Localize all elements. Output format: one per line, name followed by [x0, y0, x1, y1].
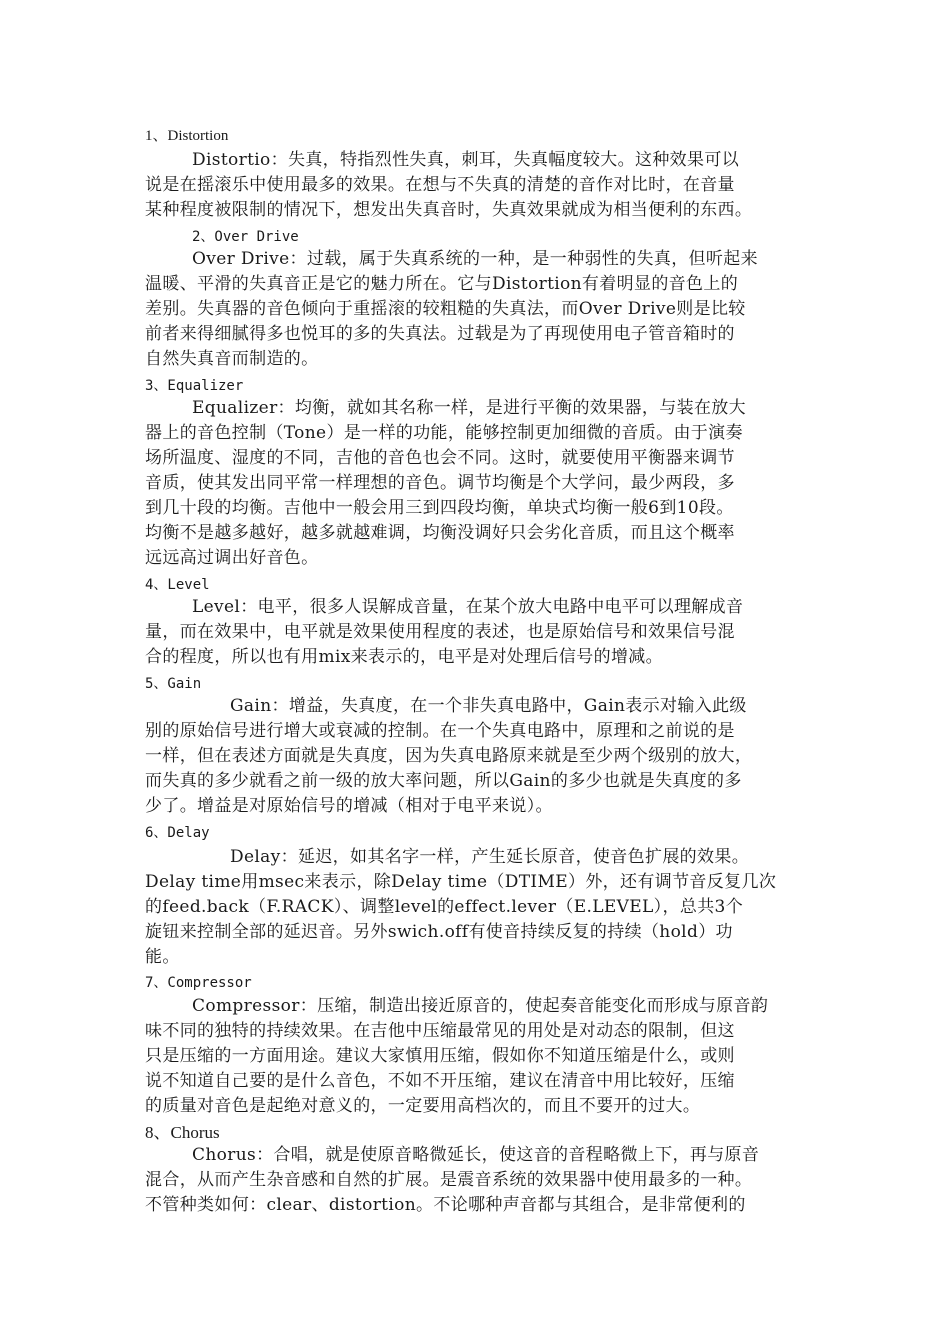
paragraph-line: Level：电平，很多人误解成音量，在某个放大电路中电平可以理解成音: [192, 597, 744, 617]
heading-distortion: 1、Distortion: [145, 128, 229, 144]
paragraph-line: 的质量对音色是起绝对意义的，一定要用高档次的，而且不要开的过大。: [145, 1096, 701, 1116]
paragraph-line: Over Drive：过载，属于失真系统的一种，是一种弱性的失真，但听起来: [192, 249, 758, 269]
paragraph-line: 的feed.back（F.RACK）、调整level的effect.lever（E.LEVEL），总共3个: [145, 897, 744, 917]
paragraph-line: 味不同的独特的持续效果。在吉他中压缩最常见的用处是对动态的限制，但这: [145, 1021, 735, 1041]
paragraph-line: 合的程度，所以也有用mix来表示的，电平是对处理后信号的增减。: [145, 647, 663, 667]
paragraph-line: 均衡不是越多越好，越多就越难调，均衡没调好只会劣化音质，而且这个概率: [145, 523, 735, 543]
paragraph-line: 到几十段的均衡。吉他中一般会用三到四段均衡，单块式均衡一般6到10段。: [145, 498, 734, 518]
paragraph-line: 前者来得细腻得多也悦耳的多的失真法。过载是为了再现使用电子管音箱时的: [145, 324, 735, 344]
paragraph-line: Distortio：失真，特指烈性失真，刺耳，失真幅度较大。这种效果可以: [192, 150, 740, 170]
heading-chorus: 8、Chorus: [145, 1123, 220, 1142]
paragraph-line: 说不知道自己要的是什么音色，不如不开压缩，建议在清音中用比较好，压缩: [145, 1071, 735, 1091]
paragraph-line: 器上的音色控制（Tone）是一样的功能，能够控制更加细微的音质。由于演奏: [145, 423, 743, 443]
paragraph-line: 少了。增益是对原始信号的增减（相对于电平来说）。: [145, 796, 553, 816]
paragraph-line: Gain：增益，失真度，在一个非失真电路中，Gain表示对输入此级: [230, 696, 747, 716]
paragraph-line: 一样，但在表述方面就是失真度，因为失真电路原来就是至少两个级别的放大，: [145, 746, 753, 766]
paragraph-line: 只是压缩的一方面用途。建议大家慎用压缩，假如你不知道压缩是什么，或则: [145, 1046, 735, 1066]
heading-compressor: 7、Compressor: [145, 975, 252, 991]
paragraph-line: 差别。失真器的音色倾向于重摇滚的较粗糙的失真法，而Over Drive则是比较: [145, 299, 746, 319]
heading-level: 4、Level: [145, 577, 210, 593]
heading-equalizer: 3、Equalizer: [145, 378, 244, 394]
paragraph-line: 量，而在效果中，电平就是效果使用程度的表述，也是原始信号和效果信号混: [145, 622, 735, 642]
paragraph-line: 别的原始信号进行增大或衰减的控制。在一个失真电路中，原理和之前说的是: [145, 721, 735, 741]
paragraph-line: 音质，使其发出同平常一样理想的音色。调节均衡是个大学问，最少两段，多: [145, 473, 735, 493]
paragraph-line: Delay time用msec来表示，除Delay time（DTIME）外，还有调节音反复几次: [145, 872, 777, 892]
paragraph-line: 远远高过调出好音色。: [145, 548, 319, 568]
paragraph-line: 混合，从而产生杂音感和自然的扩展。是震音系统的效果器中使用最多的一种。: [145, 1170, 753, 1190]
paragraph-line: 温暖、平滑的失真音正是它的魅力所在。它与Distortion有着明显的音色上的: [145, 274, 739, 294]
paragraph-line: 自然失真音而制造的。: [145, 349, 319, 369]
heading-over-drive: 2、Over Drive: [192, 229, 299, 245]
paragraph-line: Chorus：合唱，就是使原音略微延长，使这音的音程略微上下，再与原音: [192, 1145, 760, 1165]
paragraph-line: 而失真的多少就看之前一级的放大率问题，所以Gain的多少也就是失真度的多: [145, 771, 742, 791]
paragraph-line: 说是在摇滚乐中使用最多的效果。在想与不失真的清楚的音作对比时，在音量: [145, 175, 735, 195]
paragraph-line: Equalizer：均衡，就如其名称一样，是进行平衡的效果器，与装在放大: [192, 398, 746, 418]
paragraph-line: Compressor：压缩，制造出接近原音的，使起奏音能变化而形成与原音韵: [192, 996, 769, 1016]
heading-gain: 5、Gain: [145, 676, 202, 692]
heading-delay: 6、Delay: [145, 825, 210, 841]
paragraph-line: 不管种类如何：clear、distortion。不论哪种声音都与其组合，是非常便利的: [145, 1195, 746, 1215]
paragraph-line: 场所温度、湿度的不同，吉他的音色也会不同。这时，就要使用平衡器来调节: [145, 448, 735, 468]
paragraph-line: 旋钮来控制全部的延迟音。另外swich.off有使音持续反复的持续（hold）功: [145, 922, 733, 942]
paragraph-line: Delay：延迟，如其名字一样，产生延长原音，使音色扩展的效果。: [230, 847, 750, 867]
paragraph-line: 某种程度被限制的情况下，想发出失真音时，失真效果就成为相当便利的东西。: [145, 200, 753, 220]
paragraph-line: 能。: [145, 947, 180, 967]
